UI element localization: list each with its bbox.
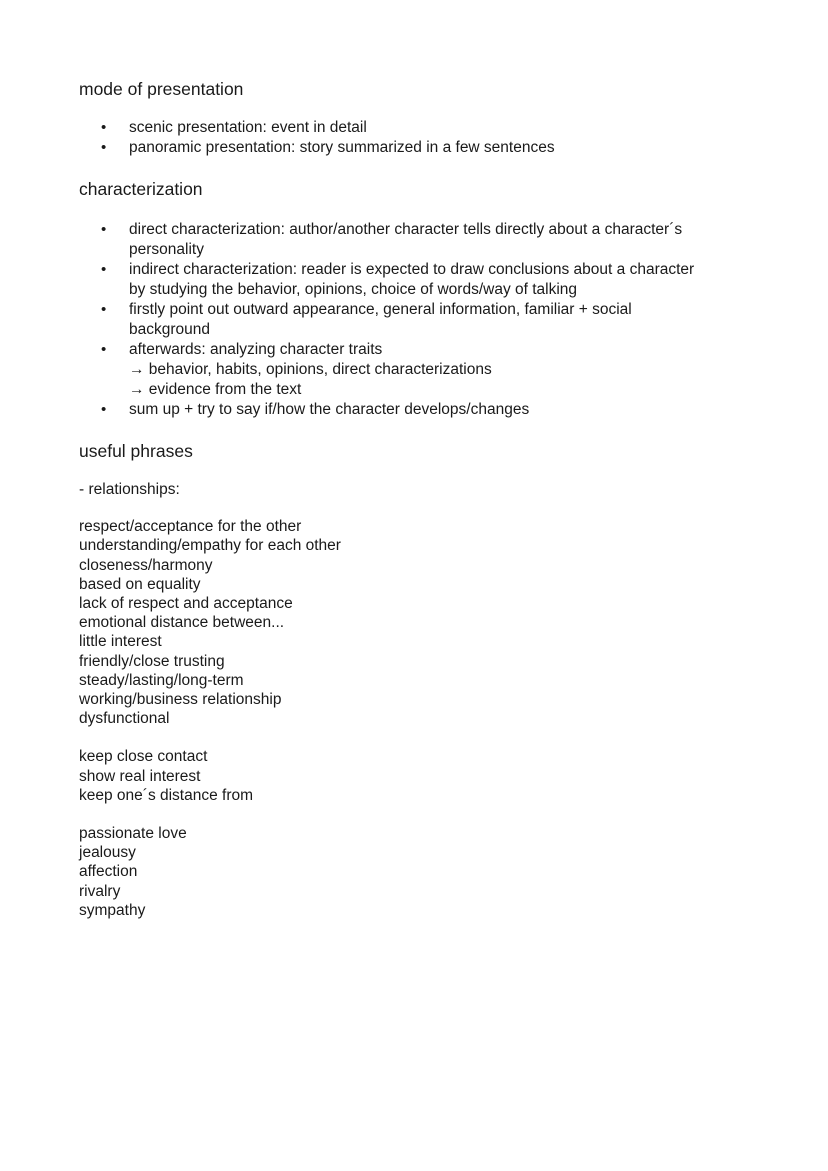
phrase-line: affection [79, 863, 138, 881]
bullet-icon: • [101, 221, 107, 238]
bullet-icon: • [101, 139, 107, 156]
bullet-icon: • [101, 119, 107, 136]
phrase-line: closeness/harmony [79, 556, 213, 574]
bullet-item: • direct characterization: author/another character tells directly about a character´s personality [101, 221, 683, 258]
bullet-item: • indirect characterization: reader is expected to draw conclusions about a character by studying the behavior, opinions, choice of words/way of talking [101, 261, 695, 298]
heading-mode-of-presentation: mode of presentation [79, 79, 244, 99]
phrase-line: show real interest [79, 767, 201, 785]
bullet-item: • sum up + try to say if/how the character develops/changes [101, 401, 530, 418]
phrase-line: respect/acceptance for the other [79, 518, 302, 536]
phrase-line: keep close contact [79, 748, 208, 766]
bullet-item: • scenic presentation: event in detail [101, 119, 367, 136]
phrase-group-2 [79, 747, 779, 805]
phrase-line: keep one´s distance from [79, 786, 254, 804]
phrase-line: steady/lasting/long-term [79, 671, 244, 689]
bullet-icon: • [101, 341, 107, 358]
phrase-line: working/business relationship [79, 691, 282, 709]
mode-bullet-list [79, 118, 779, 158]
phrase-line: rivalry [79, 882, 121, 900]
phrase-line: passionate love [79, 825, 187, 843]
subheading-relationships: - relationships: [79, 481, 180, 498]
bullet-icon: • [101, 401, 107, 418]
phrase-line: sympathy [79, 901, 146, 919]
phrase-line: based on equality [79, 575, 201, 593]
heading-characterization: characterization [79, 179, 203, 199]
phrase-line: friendly/close trusting [79, 652, 225, 670]
phrase-group-3 [79, 824, 779, 920]
document-page [79, 78, 779, 920]
bullet-icon: • [101, 301, 107, 318]
bullet-item: • panoramic presentation: story summarized in a few sentences [101, 139, 555, 156]
phrase-line: little interest [79, 633, 162, 651]
heading-useful-phrases: useful phrases [79, 441, 193, 461]
bullet-item: • firstly point out outward appearance, general information, familiar + social background [101, 301, 632, 338]
phrase-line: jealousy [79, 844, 136, 862]
phrase-line: dysfunctional [79, 710, 170, 728]
phrase-line: understanding/empathy for each other [79, 537, 341, 555]
bullet-item: • afterwards: analyzing character traits → behavior, habits, opinions, direct characterizations → evidence from the text [101, 341, 492, 398]
phrase-line: lack of respect and acceptance [79, 595, 293, 613]
phrase-group-1 [79, 517, 779, 728]
bullet-icon: • [101, 261, 107, 278]
characterization-bullet-list [79, 220, 779, 420]
phrase-line: emotional distance between... [79, 614, 285, 632]
